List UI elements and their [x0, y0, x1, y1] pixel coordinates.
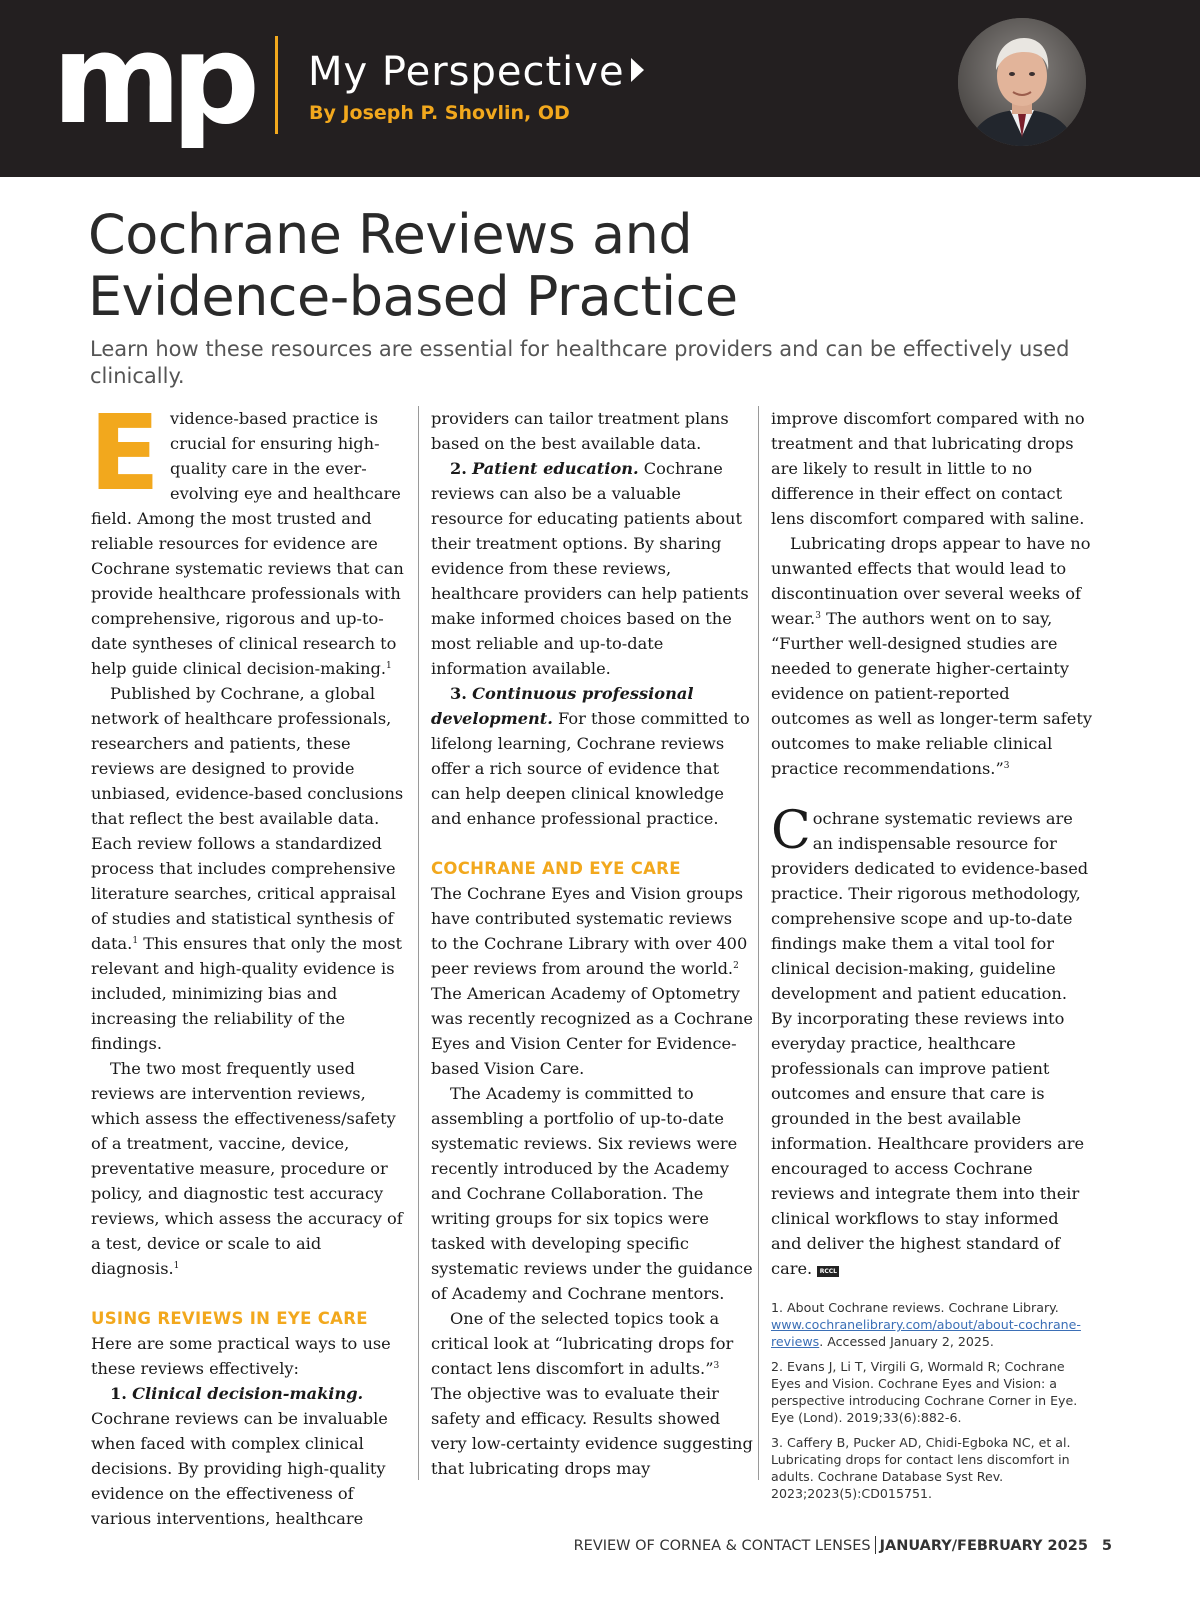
- column-title: [308, 49, 644, 95]
- citation-ref: 1: [173, 1261, 180, 1271]
- paragraph-text: Published by Cochrane, a global network of healthcare professionals, researchers and patients, these reviews are designed to provide unbiased, evidence-based conclusions that reflect the best available data. Each review follows a standardized process that includes comprehensive literature searches, critical appraisal of studies and statistical synthesis of data.: [91, 684, 404, 953]
- author-photo-illustration: [958, 18, 1086, 146]
- paragraph-text: One of the selected topics took a critical look at “lubricating drops for contact lens discomfort in adults.”: [431, 1309, 734, 1378]
- paragraph: Here are some practical ways to use these reviews effectively:: [91, 1334, 391, 1378]
- column-title-text: My Perspective: [308, 49, 625, 95]
- reference-link[interactable]: www.cochranelibrary.com/about/about-cochrane-reviews: [771, 1317, 1081, 1349]
- citation-ref: 2: [733, 961, 739, 971]
- article-dek: Learn how these resources are essential for healthcare providers and can be effectively used clinically.: [90, 337, 1070, 388]
- publication-name: REVIEW OF CORNEA & CONTACT LENSES: [573, 1538, 871, 1554]
- reference-text: . Accessed January 2, 2025.: [819, 1334, 994, 1349]
- references: [771, 1299, 1093, 1502]
- issue-date: JANUARY/FEBRUARY 2025: [879, 1538, 1088, 1554]
- drop-cap: C: [771, 801, 811, 861]
- reference-item: [771, 1299, 1093, 1350]
- page-footer: [574, 1536, 1112, 1554]
- paragraph-text: The objective was to evaluate their safety and efficacy. Results showed very low-certainty evidence suggesting that lubricating drops may: [431, 1384, 753, 1478]
- paragraph: providers can tailor treatment plans based on the best available data.: [431, 409, 729, 453]
- paragraph: [771, 531, 1093, 781]
- paragraph-text: This ensures that only the most relevant and high-quality evidence is included, minimizing bias and increasing the reliability of the findings.: [91, 934, 403, 1053]
- body-column-1: [89, 392, 413, 1531]
- citation-ref: 1: [132, 936, 139, 946]
- paragraph: The Academy is committed to assembling a portfolio of up-to-date systematic reviews. Six reviews were recently introduced by the Academy and Cochrane Collaboration. The writing groups for six topics were tasked with developing specific systematic reviews under the guidance of Academy and Cochrane mentors.: [431, 1084, 753, 1303]
- body-column-3: [771, 406, 1093, 1510]
- citation-ref: 3: [815, 611, 821, 621]
- paragraph: [431, 1306, 753, 1481]
- paragraph-text: The American Academy of Optometry was recently recognized as a Cochrane Eyes and Vision Center for Evidence-based Vision Care.: [431, 984, 753, 1078]
- paragraph-text: ochrane systematic reviews are an indispensable resource for providers dedicated to evidence-based practice. Their rigorous methodology, comprehensive scope and up-to-date findings make them a vital tool for clinical decision-making, guideline development and patient education. By incorporating these reviews into everyday practice, healthcare professionals can improve patient outcomes and ensure that care is grounded in the best available information. Healthcare providers are encouraged to access Cochrane reviews and integrate them into their clinical workflows to stay informed and deliver the highest standard of care.: [771, 809, 1089, 1278]
- item-text: Cochrane reviews can also be a valuable resource for educating patients about their treatment options. By sharing evidence from these reviews, healthcare providers can help patients make informed choices based on the most reliable and up-to-date information available.: [431, 459, 749, 678]
- paragraph-text: vidence-based practice is crucial for ensuring high-quality care in the ever-evolving eye and healthcare field. Among the most trusted and reliable resources for evidence are Cochrane systematic reviews that can provide healthcare professionals with comprehensive, rigorous and up-to-date syntheses of clinical research to help guide clinical decision-making.: [91, 409, 404, 678]
- column-divider: [758, 406, 759, 1480]
- paragraph-text: The two most frequently used reviews are intervention reviews, which assess the effectiveness/safety of a treatment, vaccine, device, preventative measure, procedure or policy, and diagnostic test accuracy reviews, which assess the accuracy of a test, device or scale to aid diagnosis.: [91, 1059, 403, 1278]
- end-mark-icon: RCCL: [817, 1266, 839, 1277]
- section-heading: COCHRANE AND EYE CARE: [431, 859, 681, 878]
- citation-ref: 3: [1003, 761, 1010, 771]
- paragraph: [91, 681, 413, 1056]
- article-title-line2: Evidence-based Practice: [88, 265, 738, 328]
- citation-ref: 1: [386, 661, 392, 671]
- body-column-2: [431, 406, 753, 1481]
- item-title: Continuous professional development.: [431, 684, 694, 728]
- page-number: 5: [1101, 1538, 1112, 1554]
- mp-logo: mp: [52, 8, 250, 152]
- reference-item: 2. Evans J, Li T, Virgili G, Wormald R; Cochrane Eyes and Vision. Cochrane Eyes and Vision: a perspective introducing Cochrane Corner in Eye. Eye (Lond). 2019;33(6):882-6.: [771, 1359, 1078, 1425]
- triangle-right-icon: [631, 58, 644, 82]
- item-text: Cochrane reviews can be invaluable when faced with complex clinical decisions. By providing high-quality evidence on the effectiveness of various interventions, healthcare: [91, 1409, 388, 1528]
- item-title: Clinical decision-making.: [132, 1384, 364, 1403]
- paragraph-text: Lubricating drops appear to have no unwanted effects that would lead to discontinuation over several weeks of wear.: [771, 534, 1091, 628]
- header-band: [0, 0, 1200, 177]
- column-divider: [418, 406, 419, 1480]
- paragraph-spacer: [771, 781, 1093, 806]
- paragraph-text: The authors went on to say, “Further well-designed studies are needed to generate higher-certainty evidence on patient-reported outcomes as well as longer-term safety outcomes to make reliable clinical practice recommendations.”: [771, 609, 1093, 778]
- item-number: 2.: [450, 459, 467, 478]
- list-item: [431, 456, 753, 681]
- item-number: 3.: [450, 684, 467, 703]
- paragraph: [431, 881, 753, 1081]
- reference-text: 1. About Cochrane reviews. Cochrane Library.: [771, 1300, 1059, 1315]
- item-number: 1.: [110, 1384, 127, 1403]
- item-text: For those committed to lifelong learning, Cochrane reviews offer a rich source of evidence that can help deepen clinical knowledge and enhance professional practice.: [431, 709, 750, 828]
- list-item: [431, 681, 753, 831]
- article-title: [88, 204, 1128, 328]
- byline: By Joseph P. Shovlin, OD: [309, 102, 570, 124]
- author-photo: [958, 18, 1086, 146]
- header-divider: [275, 36, 278, 134]
- section-heading: USING REVIEWS IN EYE CARE: [91, 1309, 368, 1328]
- drop-cap: E: [89, 392, 161, 514]
- paragraph: [89, 392, 413, 681]
- footer-divider: [875, 1536, 876, 1554]
- paragraph: improve discomfort compared with no treatment and that lubricating drops are likely to result in little to no difference in their effect on contact lens discomfort compared with saline.: [771, 409, 1085, 528]
- reference-item: 3. Caffery B, Pucker AD, Chidi-Egboka NC, et al. Lubricating drops for contact lens discomfort in adults. Cochrane Database Syst Rev. 2023;2023(5):CD015751.: [771, 1435, 1071, 1501]
- paragraph-text: The Cochrane Eyes and Vision groups have contributed systematic reviews to the Cochrane Library with over 400 peer reviews from around the world.: [431, 884, 748, 978]
- citation-ref: 3: [713, 1361, 720, 1371]
- paragraph: [91, 1056, 413, 1281]
- item-title: Patient education.: [472, 459, 639, 478]
- conclusion-paragraph: [771, 801, 1093, 1281]
- article-title-line1: Cochrane Reviews and: [88, 203, 693, 266]
- list-item: [91, 1381, 413, 1531]
